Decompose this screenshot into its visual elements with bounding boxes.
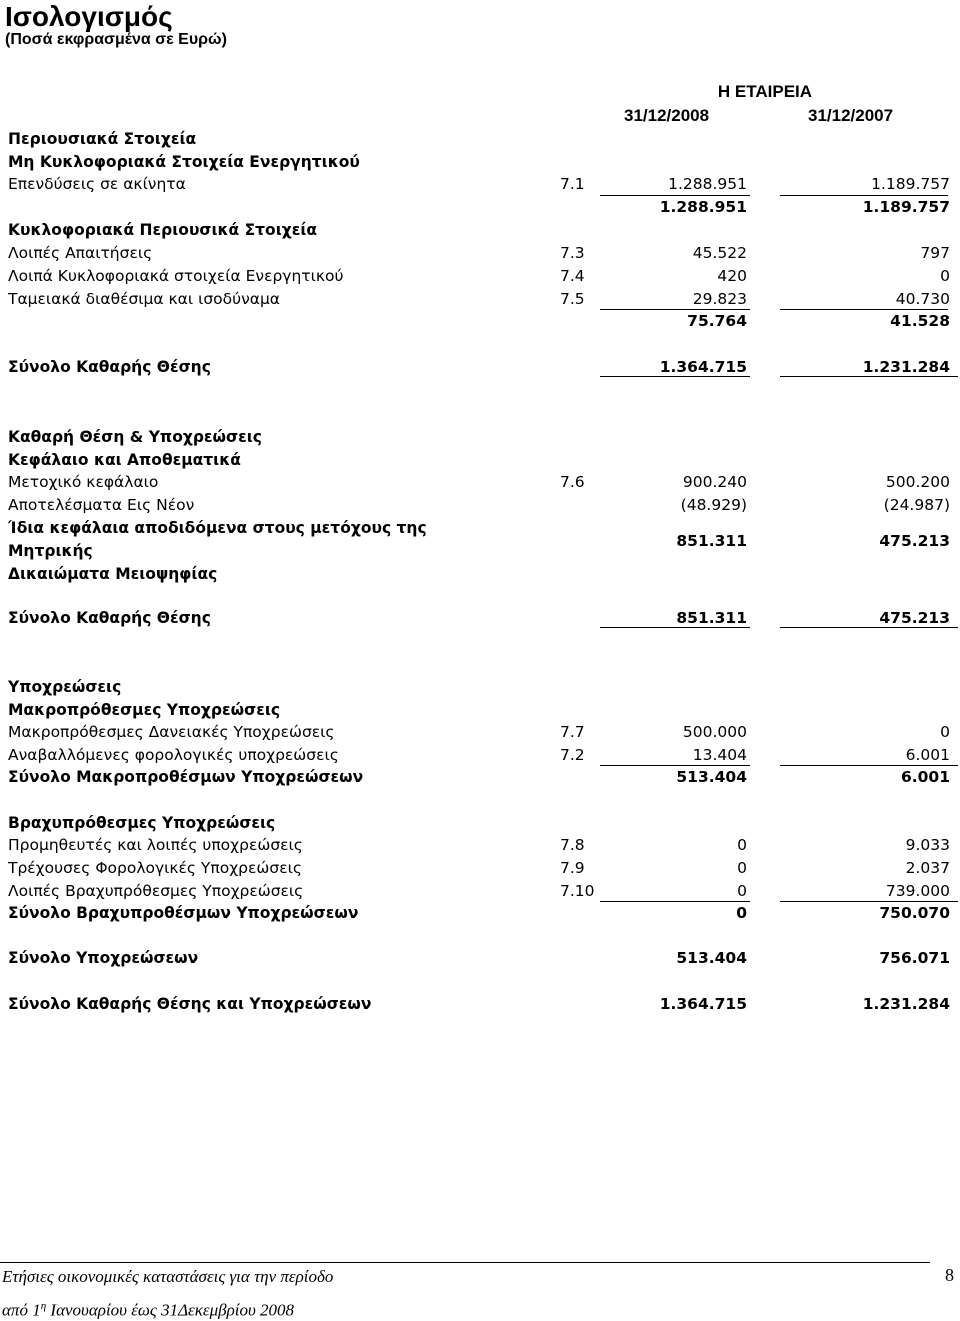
table-row: Δικαιώματα Μειοψηφίας [8, 565, 218, 583]
total-row: Σύνολο Καθαρής Θέσης 1.364.715 1.231.284 [8, 358, 950, 376]
section-current-assets: Κυκλοφοριακά Περιουσικά Στοιχεία [8, 221, 318, 239]
rule-line [600, 901, 750, 902]
section-equity-liabilities: Καθαρή Θέση & Υποχρεώσεις [8, 428, 262, 446]
section-liabilities: Υποχρεώσεις [8, 678, 122, 696]
table-row: Μακροπρόθεσμες Δανειακές Υποχρεώσεις 7.7 500.000 0 [8, 723, 950, 741]
grand-total-row: Σύνολο Καθαρής Θέσης και Υποχρεώσεων 1.364.715 1.231.284 [8, 995, 950, 1013]
section-assets: Περιουσιακά Στοιχεία [8, 130, 197, 148]
rule-line [600, 376, 750, 377]
section-longterm-liabilities: Μακροπρόθεσμες Υποχρεώσεις [8, 701, 281, 719]
page-title: Ισολογισμός [5, 1, 173, 32]
section-shortterm-liabilities: Βραχυπρόθεσμες Υποχρεώσεις [8, 814, 276, 832]
table-row: Λοιπές Βραχυπρόθεσμες Υποχρεώσεις 7.10 0 739.000 [8, 882, 950, 900]
company-header: Η ΕΤΑΙΡΕΙΑ [717, 82, 813, 101]
page-subtitle: (Ποσά εκφρασμένα σε Ευρώ) [5, 31, 227, 48]
table-row: Λοιπά Κυκλοφοριακά στοιχεία Ενεργητικού 7.4 420 0 [8, 267, 950, 285]
page-number: 8 [945, 1265, 954, 1285]
rule-line [600, 765, 750, 766]
total-row: Σύνολο Μακροπροθέσμων Υποχρεώσεων 513.404 6.001 [8, 768, 950, 786]
rule-line [780, 765, 958, 766]
footer-rule [0, 1262, 930, 1263]
table-row: Λοιπές Απαιτήσεις 7.3 45.522 797 [8, 244, 950, 262]
table-row: Αναβαλλόμενες φορολογικές υποχρεώσεις 7.2 13.404 6.001 [8, 746, 950, 764]
rule-line [780, 627, 958, 628]
section-capital-reserves: Κεφάλαιο και Αποθεματικά [8, 451, 241, 469]
table-row: Ταμειακά διαθέσιμα και ισοδύναμα 7.5 29.823 40.730 [8, 290, 950, 308]
footer-line-1: Ετήσιες οικονομικές καταστάσεις για την περίοδο [2, 1267, 334, 1286]
total-row: Σύνολο Βραχυπροθέσμων Υποχρεώσεων 0 750.070 [8, 904, 950, 922]
rule-line [600, 195, 750, 196]
year-2007-header: 31/12/2007 [808, 106, 894, 125]
rule-line [780, 309, 948, 310]
total-row: Σύνολο Καθαρής Θέσης 851.311 475.213 [8, 609, 950, 627]
rule-line [780, 901, 958, 902]
rule-line [600, 309, 750, 310]
table-row: Επενδύσεις σε ακίνητα 7.1 1.288.951 1.189.757 [8, 175, 950, 193]
footer-line-2: από $1^\eta$ Ιανουαρίου έως 31Δεκεμβρίου 2008 [2, 1300, 295, 1320]
rule-line [780, 376, 958, 377]
subtotal-row: 1.288.951 1.189.757 [659, 198, 950, 216]
total-row: Σύνολο Υποχρεώσεων 513.404 756.071 [8, 949, 950, 967]
year-2008-header: 31/12/2008 [624, 106, 710, 125]
subtotal-row: 75.764 41.528 [687, 312, 950, 330]
section-noncurrent-assets: Μη Κυκλοφοριακά Στοιχεία Ενεργητικού [8, 153, 360, 171]
table-row: Προμηθευτές και λοιπές υποχρεώσεις 7.8 0 9.033 [8, 836, 950, 854]
rule-line [600, 627, 750, 628]
table-row: Ίδια κεφάλαια αποδιδόμενα στους μετόχους της [8, 519, 427, 537]
table-row: Μετοχικό κεφάλαιο 7.6 900.240 500.200 [8, 473, 950, 491]
table-row: Τρέχουσες Φορολογικές Υποχρεώσεις 7.9 0 2.037 [8, 859, 950, 877]
rule-line [780, 195, 948, 196]
table-row: Μητρικής 851.311 475.213 [8, 532, 950, 560]
table-row: Αποτελέσματα Εις Νέον (48.929) (24.987) [8, 496, 950, 514]
